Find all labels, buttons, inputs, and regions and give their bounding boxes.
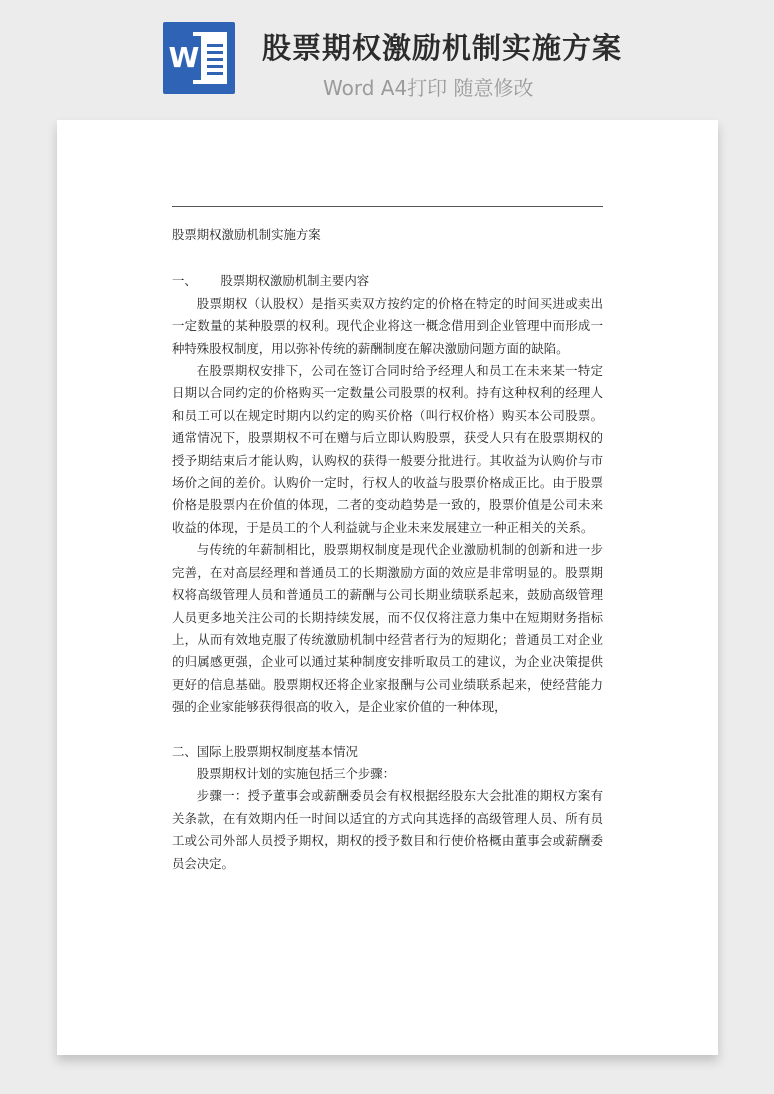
document-title: 股票期权激励机制实施方案 — [172, 227, 321, 242]
section-heading-2: 二、国际上股票期权制度基本情况 — [172, 743, 358, 759]
paragraph: 在股票期权安排下，公司在签订合同时给予经理人和员工在未来某一特定日期以合同约定的价格购买一定数量公司股票的权利。持有这种权利的经理人和员工可以在规定时期内以约定的购买价格（叫行权价格）购买本公司股票。通常情况下，股票期权不可在赠与后立即认购股票，获受人只有在股票期权的授予期结束后才能认购，认购权的获得一般要分批进行。其收益为认购价与市场价之间的差价。认购价一定时，行权人的收益与股票价格成正比。由于股票价格是股票内在价值的体现，二者的变动趋势是一致的，股票价值是公司未来收益的体现，于是员工的个人利益就与企业未来发展建立一种正相关的关系。 — [172, 363, 603, 535]
paragraph: 与传统的年薪制相比，股票期权制度是现代企业激励机制的创新和进一步完善，在对高层经理和普通员工的长期激励方面的效应是非常明显的。股票期权将高级管理人员和普通员工的薪酬与公司长期业绩联系起来，鼓励高级管理人员更多地关注公司的长期持续发展，而不仅仅将注意力集中在短期财务指标上，从而有效地克服了传统激励机制中经营者行为的短期化；普通员工对企业的归属感更强，企业可以通过某种制度安排听取员工的建议，为企业决策提供更好的信息基础。股票期权还将企业家报酬与公司业绩联系起来，使经营能力强的企业家能够获得很高的收入，是企业家价值的一种体现， — [172, 542, 603, 715]
document-page — [57, 120, 718, 1055]
banner — [0, 0, 774, 120]
paragraph: 股票期权计划的实施包括三个步骤： — [196, 765, 396, 781]
header-rule — [172, 206, 603, 207]
banner-subtitle: Word A4打印 随意修改 — [323, 76, 534, 100]
word-icon-letter: W — [167, 36, 201, 80]
word-icon — [163, 22, 235, 94]
banner-title: 股票期权激励机制实施方案 — [262, 31, 623, 65]
paragraph: 股票期权（认股权）是指买卖双方按约定的价格在特定的时间买进或卖出一定数量的某种股票的权利。现代企业将这一概念借用到企业管理中而形成一种特殊股权制度，用以弥补传统的薪酬制度在解决激励问题方面的缺陷。 — [172, 295, 603, 356]
paragraph: 步骤一：授予董事会或薪酬委员会有权根据经股东大会批准的期权方案有关条款，在有效期内任一时间以适宜的方式向其选择的高级管理人员、所有员工或公司外部人员授予期权，期权的授予数目和行使价格概由董事会或薪酬委员会决定。 — [172, 788, 603, 871]
document-body — [172, 224, 603, 875]
section-heading-1: 一、 股票期权激励机制主要内容 — [172, 273, 370, 289]
